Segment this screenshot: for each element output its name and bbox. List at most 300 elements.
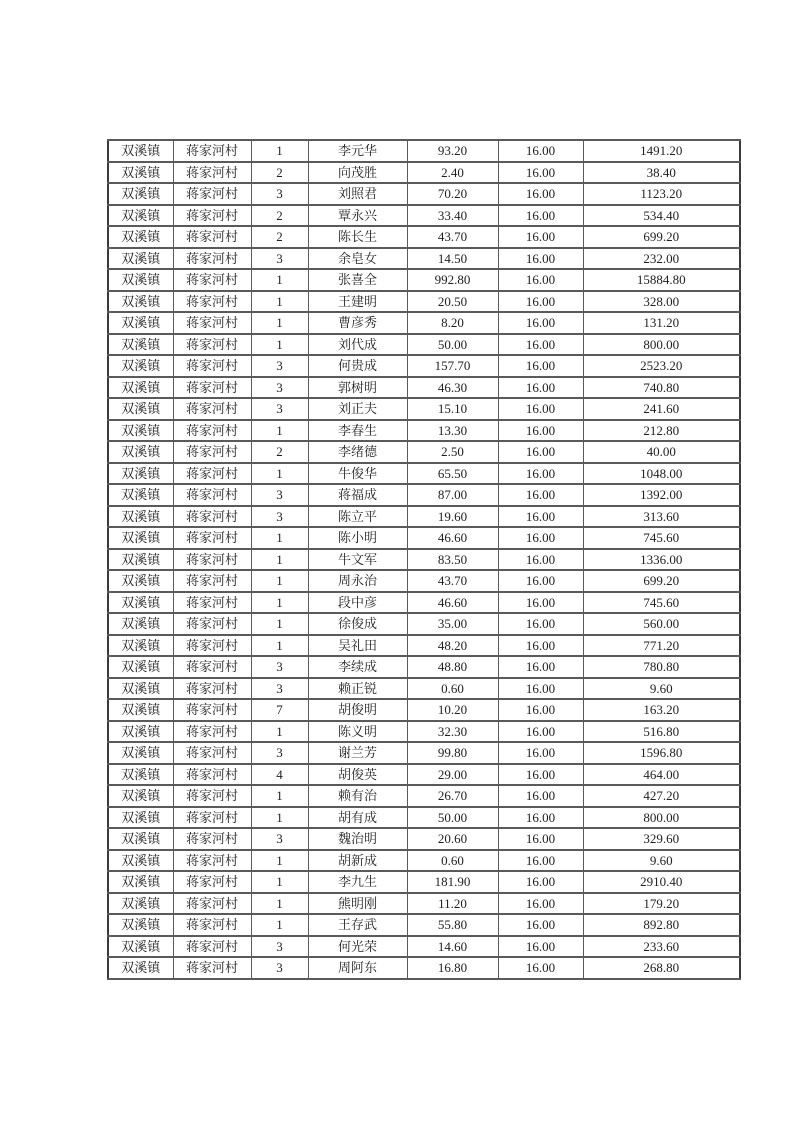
cell-unit_price: 16.00 xyxy=(498,699,583,721)
cell-village: 蒋家河村 xyxy=(173,226,251,248)
table-row xyxy=(108,269,740,291)
cell-village: 蒋家河村 xyxy=(173,312,251,334)
cell-count: 1 xyxy=(251,140,308,162)
cell-unit_price: 16.00 xyxy=(498,355,583,377)
table-row xyxy=(108,140,740,162)
cell-town: 双溪镇 xyxy=(108,785,173,807)
cell-village: 蒋家河村 xyxy=(173,613,251,635)
table-row xyxy=(108,248,740,270)
cell-unit_price: 16.00 xyxy=(498,828,583,850)
cell-town: 双溪镇 xyxy=(108,484,173,506)
cell-quantity: 15.10 xyxy=(407,398,498,420)
cell-unit_price: 16.00 xyxy=(498,140,583,162)
cell-count: 1 xyxy=(251,549,308,571)
cell-name: 胡俊英 xyxy=(308,764,407,786)
cell-town: 双溪镇 xyxy=(108,226,173,248)
cell-quantity: 46.60 xyxy=(407,592,498,614)
cell-quantity: 2.50 xyxy=(407,441,498,463)
cell-town: 双溪镇 xyxy=(108,828,173,850)
cell-quantity: 13.30 xyxy=(407,420,498,442)
table-row xyxy=(108,312,740,334)
cell-town: 双溪镇 xyxy=(108,871,173,893)
cell-quantity: 14.60 xyxy=(407,936,498,958)
cell-count: 1 xyxy=(251,269,308,291)
cell-quantity: 32.30 xyxy=(407,721,498,743)
cell-amount: 268.80 xyxy=(583,957,740,979)
cell-town: 双溪镇 xyxy=(108,162,173,184)
cell-village: 蒋家河村 xyxy=(173,656,251,678)
cell-town: 双溪镇 xyxy=(108,463,173,485)
cell-village: 蒋家河村 xyxy=(173,420,251,442)
cell-amount: 745.60 xyxy=(583,527,740,549)
cell-quantity: 43.70 xyxy=(407,226,498,248)
table-row xyxy=(108,613,740,635)
cell-town: 双溪镇 xyxy=(108,506,173,528)
cell-village: 蒋家河村 xyxy=(173,398,251,420)
cell-town: 双溪镇 xyxy=(108,570,173,592)
cell-name: 张喜全 xyxy=(308,269,407,291)
cell-village: 蒋家河村 xyxy=(173,678,251,700)
cell-village: 蒋家河村 xyxy=(173,699,251,721)
table-row xyxy=(108,334,740,356)
cell-unit_price: 16.00 xyxy=(498,248,583,270)
cell-count: 1 xyxy=(251,871,308,893)
cell-amount: 427.20 xyxy=(583,785,740,807)
cell-count: 1 xyxy=(251,613,308,635)
cell-name: 徐俊成 xyxy=(308,613,407,635)
cell-village: 蒋家河村 xyxy=(173,828,251,850)
table-row xyxy=(108,764,740,786)
cell-town: 双溪镇 xyxy=(108,807,173,829)
table-row xyxy=(108,226,740,248)
cell-name: 向茂胜 xyxy=(308,162,407,184)
cell-amount: 1491.20 xyxy=(583,140,740,162)
cell-name: 牛俊华 xyxy=(308,463,407,485)
cell-unit_price: 16.00 xyxy=(498,914,583,936)
cell-count: 2 xyxy=(251,441,308,463)
cell-amount: 15884.80 xyxy=(583,269,740,291)
cell-name: 曹彦秀 xyxy=(308,312,407,334)
cell-count: 3 xyxy=(251,678,308,700)
cell-unit_price: 16.00 xyxy=(498,635,583,657)
cell-village: 蒋家河村 xyxy=(173,592,251,614)
cell-town: 双溪镇 xyxy=(108,291,173,313)
cell-village: 蒋家河村 xyxy=(173,140,251,162)
cell-unit_price: 16.00 xyxy=(498,721,583,743)
cell-quantity: 65.50 xyxy=(407,463,498,485)
table-row xyxy=(108,828,740,850)
cell-amount: 800.00 xyxy=(583,334,740,356)
table-row xyxy=(108,527,740,549)
cell-unit_price: 16.00 xyxy=(498,183,583,205)
cell-count: 3 xyxy=(251,248,308,270)
cell-amount: 2910.40 xyxy=(583,871,740,893)
cell-name: 王存武 xyxy=(308,914,407,936)
cell-town: 双溪镇 xyxy=(108,936,173,958)
table-row xyxy=(108,570,740,592)
cell-name: 牛文军 xyxy=(308,549,407,571)
cell-unit_price: 16.00 xyxy=(498,334,583,356)
cell-amount: 464.00 xyxy=(583,764,740,786)
cell-village: 蒋家河村 xyxy=(173,570,251,592)
cell-count: 1 xyxy=(251,592,308,614)
cell-quantity: 10.20 xyxy=(407,699,498,721)
cell-unit_price: 16.00 xyxy=(498,850,583,872)
table-row xyxy=(108,398,740,420)
cell-quantity: 55.80 xyxy=(407,914,498,936)
cell-village: 蒋家河村 xyxy=(173,807,251,829)
cell-quantity: 48.20 xyxy=(407,635,498,657)
cell-town: 双溪镇 xyxy=(108,183,173,205)
cell-village: 蒋家河村 xyxy=(173,355,251,377)
cell-unit_price: 16.00 xyxy=(498,656,583,678)
cell-name: 郭树明 xyxy=(308,377,407,399)
cell-amount: 9.60 xyxy=(583,850,740,872)
cell-name: 魏治明 xyxy=(308,828,407,850)
cell-count: 1 xyxy=(251,914,308,936)
cell-count: 1 xyxy=(251,850,308,872)
cell-amount: 179.20 xyxy=(583,893,740,915)
cell-count: 1 xyxy=(251,635,308,657)
cell-village: 蒋家河村 xyxy=(173,334,251,356)
cell-unit_price: 16.00 xyxy=(498,957,583,979)
table-row xyxy=(108,291,740,313)
cell-quantity: 46.30 xyxy=(407,377,498,399)
cell-town: 双溪镇 xyxy=(108,205,173,227)
cell-quantity: 50.00 xyxy=(407,807,498,829)
cell-quantity: 93.20 xyxy=(407,140,498,162)
cell-amount: 740.80 xyxy=(583,377,740,399)
cell-village: 蒋家河村 xyxy=(173,463,251,485)
cell-name: 赖正锐 xyxy=(308,678,407,700)
cell-name: 周阿东 xyxy=(308,957,407,979)
cell-unit_price: 16.00 xyxy=(498,484,583,506)
cell-name: 陈立平 xyxy=(308,506,407,528)
cell-village: 蒋家河村 xyxy=(173,785,251,807)
cell-unit_price: 16.00 xyxy=(498,527,583,549)
cell-name: 熊明刚 xyxy=(308,893,407,915)
cell-quantity: 99.80 xyxy=(407,742,498,764)
cell-count: 3 xyxy=(251,398,308,420)
cell-town: 双溪镇 xyxy=(108,742,173,764)
cell-amount: 800.00 xyxy=(583,807,740,829)
cell-town: 双溪镇 xyxy=(108,441,173,463)
cell-count: 1 xyxy=(251,893,308,915)
cell-amount: 516.80 xyxy=(583,721,740,743)
cell-amount: 212.80 xyxy=(583,420,740,442)
table-row xyxy=(108,377,740,399)
cell-amount: 560.00 xyxy=(583,613,740,635)
cell-count: 1 xyxy=(251,785,308,807)
table-row xyxy=(108,355,740,377)
table-row xyxy=(108,162,740,184)
cell-count: 1 xyxy=(251,334,308,356)
table-row xyxy=(108,678,740,700)
cell-quantity: 157.70 xyxy=(407,355,498,377)
cell-amount: 38.40 xyxy=(583,162,740,184)
cell-unit_price: 16.00 xyxy=(498,592,583,614)
table-row xyxy=(108,656,740,678)
cell-town: 双溪镇 xyxy=(108,914,173,936)
cell-quantity: 70.20 xyxy=(407,183,498,205)
cell-count: 3 xyxy=(251,506,308,528)
cell-amount: 780.80 xyxy=(583,656,740,678)
cell-unit_price: 16.00 xyxy=(498,570,583,592)
cell-town: 双溪镇 xyxy=(108,721,173,743)
cell-village: 蒋家河村 xyxy=(173,742,251,764)
payment-table xyxy=(107,139,741,980)
cell-quantity: 181.90 xyxy=(407,871,498,893)
table-row xyxy=(108,721,740,743)
cell-quantity: 16.80 xyxy=(407,957,498,979)
cell-quantity: 0.60 xyxy=(407,850,498,872)
cell-quantity: 35.00 xyxy=(407,613,498,635)
cell-unit_price: 16.00 xyxy=(498,742,583,764)
cell-town: 双溪镇 xyxy=(108,355,173,377)
cell-quantity: 992.80 xyxy=(407,269,498,291)
cell-unit_price: 16.00 xyxy=(498,785,583,807)
cell-count: 7 xyxy=(251,699,308,721)
cell-village: 蒋家河村 xyxy=(173,377,251,399)
cell-village: 蒋家河村 xyxy=(173,850,251,872)
cell-amount: 40.00 xyxy=(583,441,740,463)
cell-village: 蒋家河村 xyxy=(173,871,251,893)
cell-quantity: 46.60 xyxy=(407,527,498,549)
cell-unit_price: 16.00 xyxy=(498,613,583,635)
cell-unit_price: 16.00 xyxy=(498,807,583,829)
cell-name: 陈小明 xyxy=(308,527,407,549)
cell-name: 覃永兴 xyxy=(308,205,407,227)
cell-town: 双溪镇 xyxy=(108,140,173,162)
cell-amount: 329.60 xyxy=(583,828,740,850)
cell-name: 蒋福成 xyxy=(308,484,407,506)
cell-amount: 9.60 xyxy=(583,678,740,700)
cell-unit_price: 16.00 xyxy=(498,312,583,334)
table-row xyxy=(108,893,740,915)
cell-count: 1 xyxy=(251,420,308,442)
cell-quantity: 2.40 xyxy=(407,162,498,184)
table-row xyxy=(108,699,740,721)
cell-town: 双溪镇 xyxy=(108,699,173,721)
cell-count: 1 xyxy=(251,807,308,829)
table-row xyxy=(108,549,740,571)
cell-town: 双溪镇 xyxy=(108,420,173,442)
cell-name: 陈长生 xyxy=(308,226,407,248)
cell-unit_price: 16.00 xyxy=(498,377,583,399)
cell-count: 2 xyxy=(251,205,308,227)
cell-village: 蒋家河村 xyxy=(173,162,251,184)
cell-amount: 892.80 xyxy=(583,914,740,936)
cell-village: 蒋家河村 xyxy=(173,936,251,958)
cell-village: 蒋家河村 xyxy=(173,291,251,313)
cell-quantity: 29.00 xyxy=(407,764,498,786)
cell-amount: 241.60 xyxy=(583,398,740,420)
cell-name: 段中彦 xyxy=(308,592,407,614)
cell-town: 双溪镇 xyxy=(108,656,173,678)
cell-quantity: 8.20 xyxy=(407,312,498,334)
cell-count: 4 xyxy=(251,764,308,786)
cell-name: 刘代成 xyxy=(308,334,407,356)
cell-count: 3 xyxy=(251,957,308,979)
cell-town: 双溪镇 xyxy=(108,527,173,549)
cell-amount: 1336.00 xyxy=(583,549,740,571)
cell-village: 蒋家河村 xyxy=(173,635,251,657)
table-row xyxy=(108,441,740,463)
cell-count: 1 xyxy=(251,527,308,549)
cell-amount: 163.20 xyxy=(583,699,740,721)
cell-name: 陈义明 xyxy=(308,721,407,743)
cell-town: 双溪镇 xyxy=(108,635,173,657)
cell-town: 双溪镇 xyxy=(108,312,173,334)
cell-count: 1 xyxy=(251,463,308,485)
cell-unit_price: 16.00 xyxy=(498,871,583,893)
table-row xyxy=(108,871,740,893)
cell-quantity: 50.00 xyxy=(407,334,498,356)
cell-count: 3 xyxy=(251,183,308,205)
table-row xyxy=(108,850,740,872)
cell-unit_price: 16.00 xyxy=(498,205,583,227)
cell-amount: 745.60 xyxy=(583,592,740,614)
cell-count: 3 xyxy=(251,355,308,377)
cell-town: 双溪镇 xyxy=(108,377,173,399)
cell-quantity: 26.70 xyxy=(407,785,498,807)
cell-amount: 1392.00 xyxy=(583,484,740,506)
cell-quantity: 11.20 xyxy=(407,893,498,915)
cell-count: 3 xyxy=(251,484,308,506)
cell-town: 双溪镇 xyxy=(108,850,173,872)
cell-quantity: 48.80 xyxy=(407,656,498,678)
cell-amount: 313.60 xyxy=(583,506,740,528)
cell-count: 3 xyxy=(251,377,308,399)
table-row xyxy=(108,484,740,506)
cell-village: 蒋家河村 xyxy=(173,527,251,549)
cell-village: 蒋家河村 xyxy=(173,957,251,979)
cell-unit_price: 16.00 xyxy=(498,398,583,420)
cell-town: 双溪镇 xyxy=(108,893,173,915)
cell-amount: 699.20 xyxy=(583,570,740,592)
cell-unit_price: 16.00 xyxy=(498,226,583,248)
cell-quantity: 87.00 xyxy=(407,484,498,506)
cell-name: 李续成 xyxy=(308,656,407,678)
cell-quantity: 83.50 xyxy=(407,549,498,571)
cell-count: 3 xyxy=(251,828,308,850)
cell-unit_price: 16.00 xyxy=(498,678,583,700)
cell-amount: 1596.80 xyxy=(583,742,740,764)
cell-count: 3 xyxy=(251,742,308,764)
cell-village: 蒋家河村 xyxy=(173,506,251,528)
cell-count: 1 xyxy=(251,312,308,334)
table-row xyxy=(108,205,740,227)
table-row xyxy=(108,936,740,958)
cell-amount: 2523.20 xyxy=(583,355,740,377)
cell-town: 双溪镇 xyxy=(108,334,173,356)
cell-amount: 1048.00 xyxy=(583,463,740,485)
cell-name: 何光荣 xyxy=(308,936,407,958)
cell-town: 双溪镇 xyxy=(108,764,173,786)
cell-count: 3 xyxy=(251,936,308,958)
cell-village: 蒋家河村 xyxy=(173,764,251,786)
cell-unit_price: 16.00 xyxy=(498,162,583,184)
cell-amount: 131.20 xyxy=(583,312,740,334)
table-row xyxy=(108,807,740,829)
cell-amount: 1123.20 xyxy=(583,183,740,205)
cell-town: 双溪镇 xyxy=(108,678,173,700)
cell-village: 蒋家河村 xyxy=(173,914,251,936)
cell-name: 李春生 xyxy=(308,420,407,442)
cell-amount: 232.00 xyxy=(583,248,740,270)
cell-unit_price: 16.00 xyxy=(498,463,583,485)
cell-amount: 534.40 xyxy=(583,205,740,227)
cell-name: 赖有治 xyxy=(308,785,407,807)
cell-unit_price: 16.00 xyxy=(498,291,583,313)
cell-town: 双溪镇 xyxy=(108,592,173,614)
table-row xyxy=(108,785,740,807)
cell-name: 胡俊明 xyxy=(308,699,407,721)
cell-name: 李绪德 xyxy=(308,441,407,463)
cell-village: 蒋家河村 xyxy=(173,484,251,506)
cell-name: 胡新成 xyxy=(308,850,407,872)
table-row xyxy=(108,635,740,657)
cell-town: 双溪镇 xyxy=(108,269,173,291)
table-row xyxy=(108,742,740,764)
cell-village: 蒋家河村 xyxy=(173,893,251,915)
cell-quantity: 20.60 xyxy=(407,828,498,850)
cell-village: 蒋家河村 xyxy=(173,721,251,743)
cell-unit_price: 16.00 xyxy=(498,893,583,915)
cell-count: 2 xyxy=(251,226,308,248)
cell-name: 何贵成 xyxy=(308,355,407,377)
cell-amount: 771.20 xyxy=(583,635,740,657)
cell-name: 周永治 xyxy=(308,570,407,592)
cell-quantity: 33.40 xyxy=(407,205,498,227)
table-row xyxy=(108,914,740,936)
cell-name: 胡有成 xyxy=(308,807,407,829)
cell-unit_price: 16.00 xyxy=(498,764,583,786)
cell-name: 余皂女 xyxy=(308,248,407,270)
cell-unit_price: 16.00 xyxy=(498,506,583,528)
table-row xyxy=(108,592,740,614)
cell-village: 蒋家河村 xyxy=(173,441,251,463)
cell-count: 1 xyxy=(251,570,308,592)
cell-count: 3 xyxy=(251,656,308,678)
cell-unit_price: 16.00 xyxy=(498,441,583,463)
cell-name: 谢兰芳 xyxy=(308,742,407,764)
cell-unit_price: 16.00 xyxy=(498,936,583,958)
cell-quantity: 14.50 xyxy=(407,248,498,270)
cell-amount: 699.20 xyxy=(583,226,740,248)
cell-name: 刘正夫 xyxy=(308,398,407,420)
cell-town: 双溪镇 xyxy=(108,957,173,979)
cell-town: 双溪镇 xyxy=(108,248,173,270)
table-row xyxy=(108,506,740,528)
cell-count: 2 xyxy=(251,162,308,184)
cell-village: 蒋家河村 xyxy=(173,248,251,270)
cell-unit_price: 16.00 xyxy=(498,420,583,442)
cell-village: 蒋家河村 xyxy=(173,269,251,291)
table-row xyxy=(108,463,740,485)
cell-name: 李元华 xyxy=(308,140,407,162)
table-row xyxy=(108,957,740,979)
cell-name: 王建明 xyxy=(308,291,407,313)
cell-village: 蒋家河村 xyxy=(173,549,251,571)
cell-name: 吴礼田 xyxy=(308,635,407,657)
table-body xyxy=(108,140,740,979)
cell-town: 双溪镇 xyxy=(108,549,173,571)
cell-quantity: 19.60 xyxy=(407,506,498,528)
cell-town: 双溪镇 xyxy=(108,613,173,635)
cell-name: 刘照君 xyxy=(308,183,407,205)
cell-amount: 328.00 xyxy=(583,291,740,313)
